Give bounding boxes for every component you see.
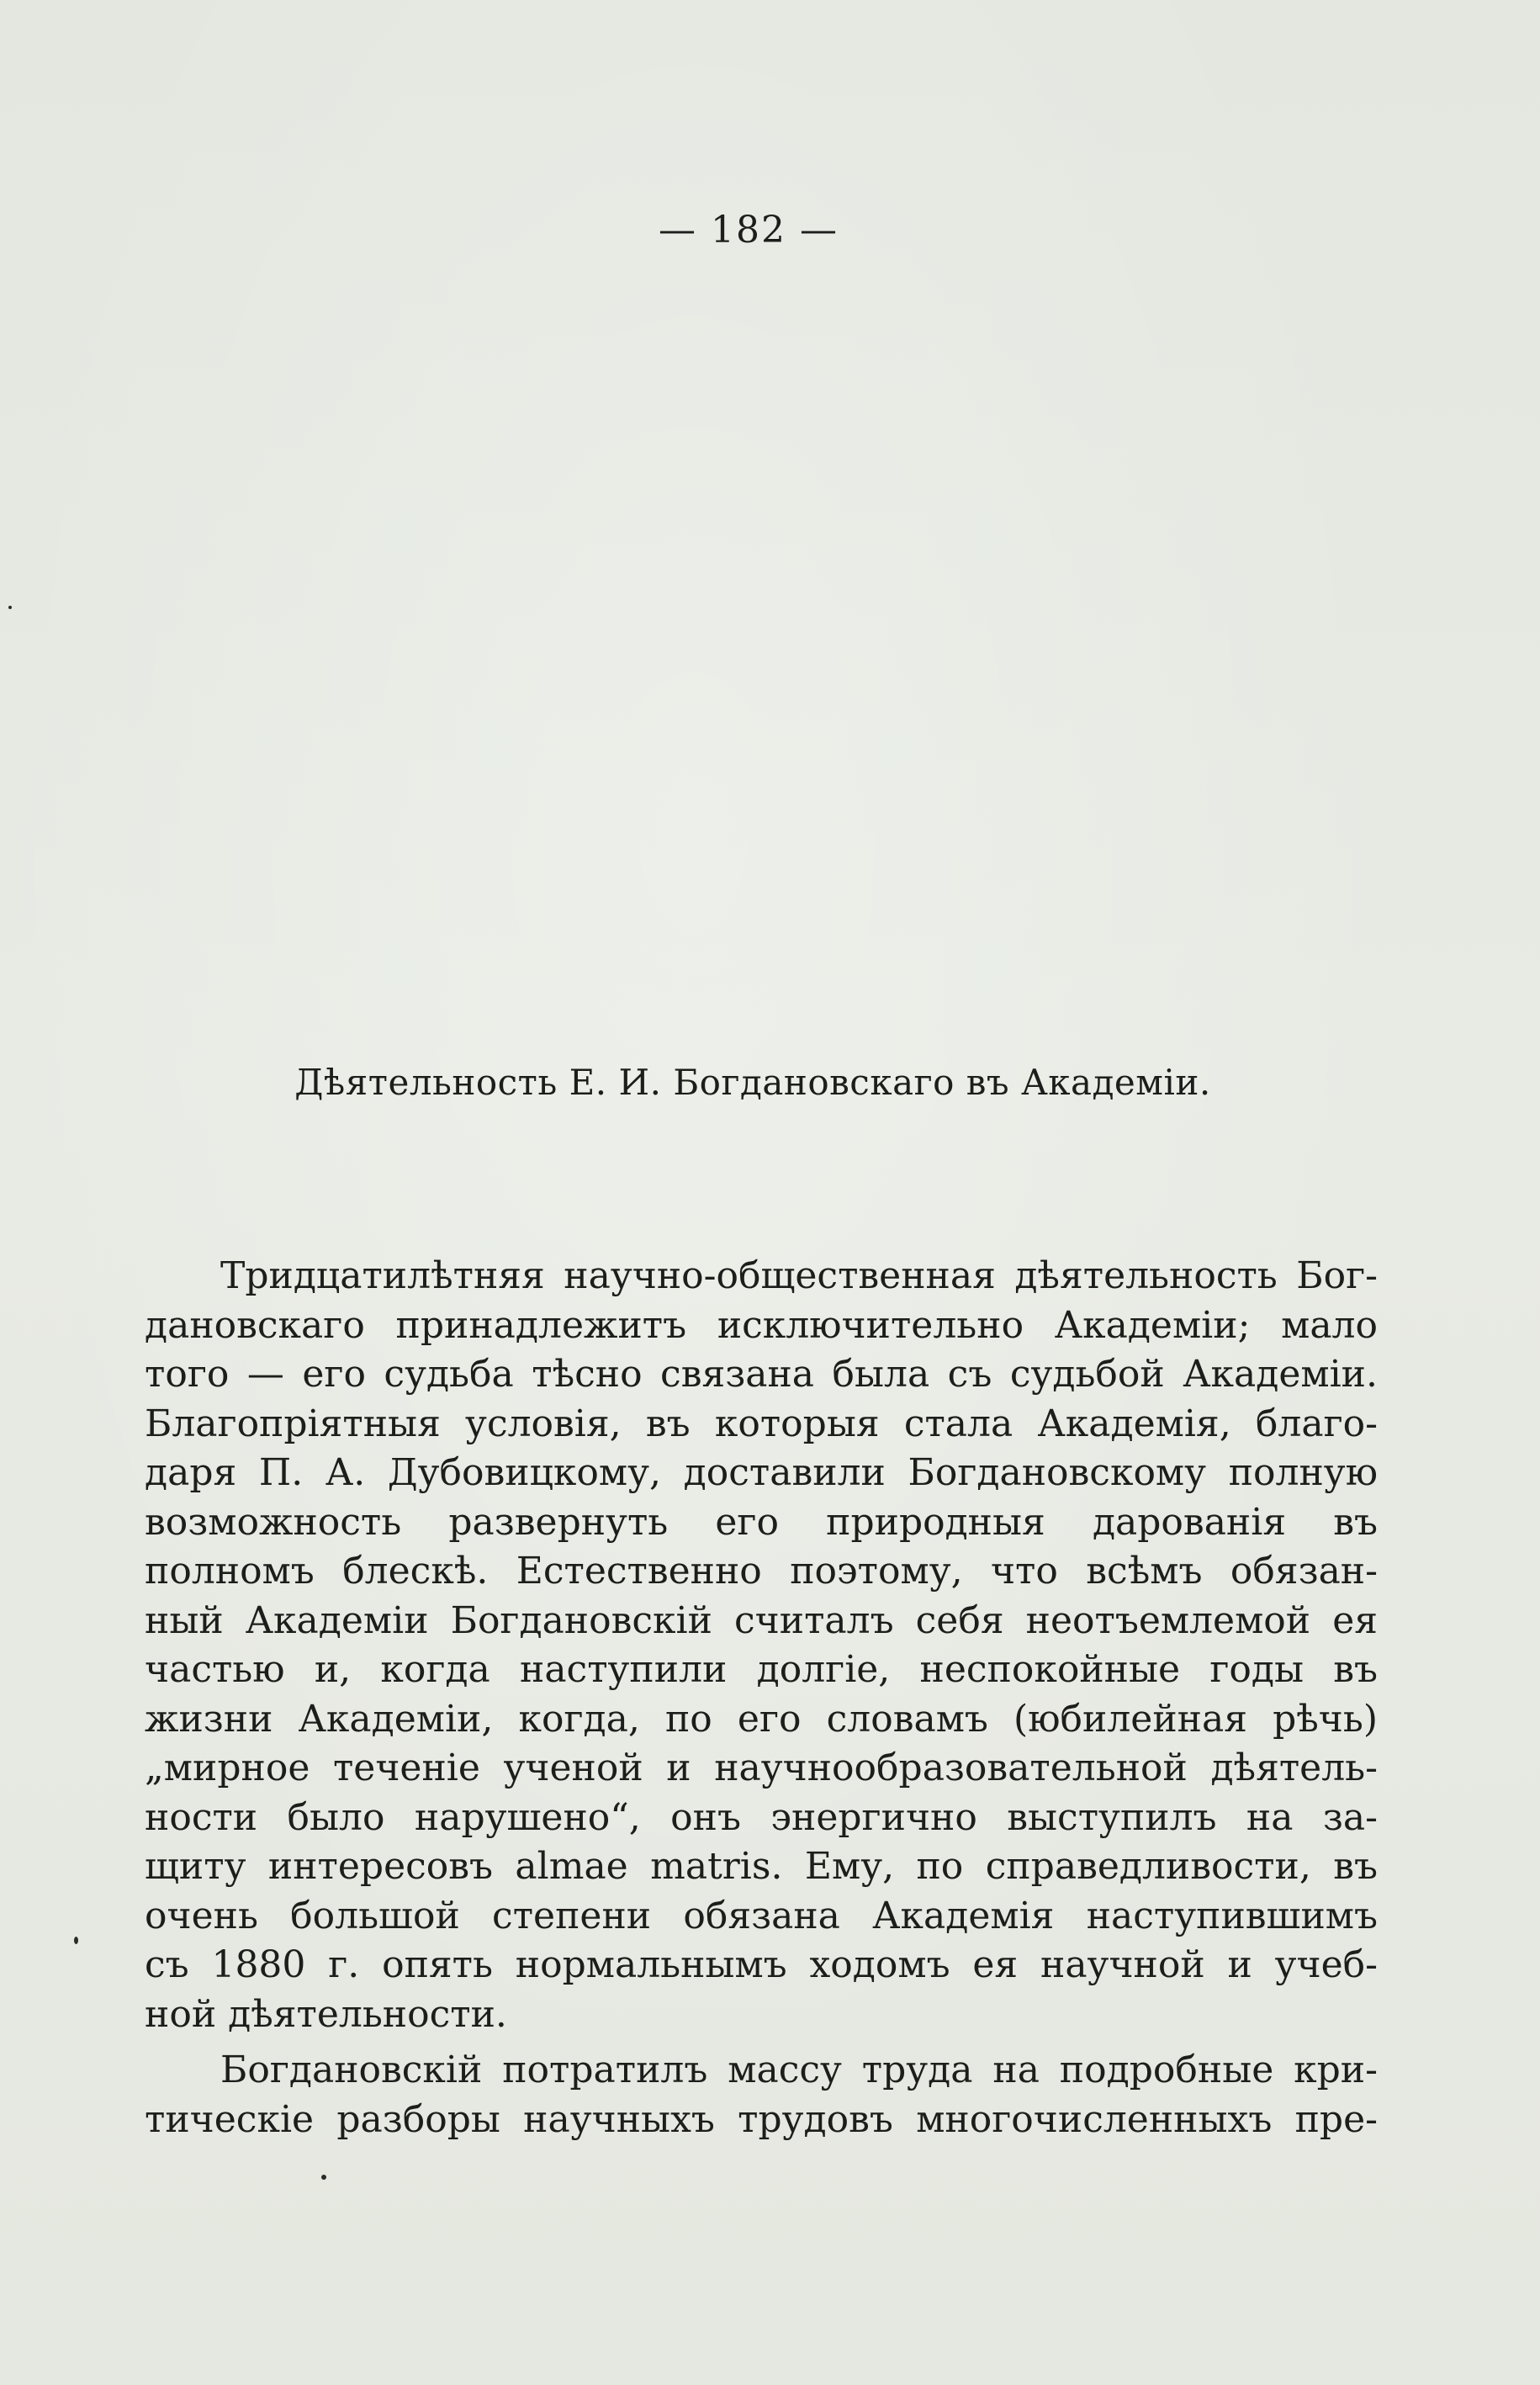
- text-line: съ 1880 г. опять нормальнымъ ходомъ ея научной и учеб-: [145, 1943, 1378, 1986]
- text-line: частью и, когда наступили долгіе, неспокойные годы въ: [145, 1648, 1378, 1691]
- paper-speck: [8, 606, 12, 609]
- text-line: ный Академіи Богдановскій считалъ себя неотъемлемой ея: [145, 1598, 1378, 1642]
- text-line: ной дѣятельности.: [145, 1992, 507, 2036]
- paper-speck: [321, 2175, 326, 2180]
- text-line: дановскаго принадлежитъ исключительно Академіи; мало: [145, 1303, 1378, 1347]
- text-line: Благопріятныя условія, въ которыя стала Академія, благо-: [145, 1402, 1378, 1445]
- text-line: тическіе разборы научныхъ трудовъ многочисленныхъ пре-: [145, 2097, 1378, 2141]
- paper-speck: [74, 1937, 78, 1944]
- text-line: очень большой степени обязана Академія наступившимъ: [145, 1894, 1378, 1937]
- text-line: жизни Академіи, когда, по его словамъ (юбилейная рѣчь): [145, 1697, 1378, 1741]
- text-line: Богдановскій потратилъ массу труда на подробные кри-: [220, 2048, 1378, 2091]
- text-line: даря П. А. Дубовицкому, доставили Богдановскому полную: [145, 1451, 1378, 1494]
- text-line: Тридцатилѣтняя научно-общественная дѣятельность Бог-: [220, 1254, 1378, 1297]
- text-line: щиту интересовъ almae matris. Ему, по справедливости, въ: [145, 1845, 1378, 1888]
- section-title: Дѣятельность Е. И. Богдановскаго въ Академіи.: [294, 1062, 1211, 1103]
- text-line: возможность развернуть его природныя дарованія въ: [145, 1500, 1378, 1544]
- text-line: ности было нарушено“, онъ энергично выступилъ на за-: [145, 1795, 1378, 1839]
- text-line: того — его судьба тѣсно связана была съ судьбой Академіи.: [145, 1353, 1378, 1396]
- text-line: полномъ блескѣ. Естественно поэтому, что всѣмъ обязан-: [145, 1550, 1378, 1593]
- body-text: [145, 1252, 1378, 2144]
- page-number: — 182 —: [659, 209, 839, 252]
- text-line: „мирное теченіе ученой и научнообразовательной дѣятель-: [145, 1746, 1378, 1789]
